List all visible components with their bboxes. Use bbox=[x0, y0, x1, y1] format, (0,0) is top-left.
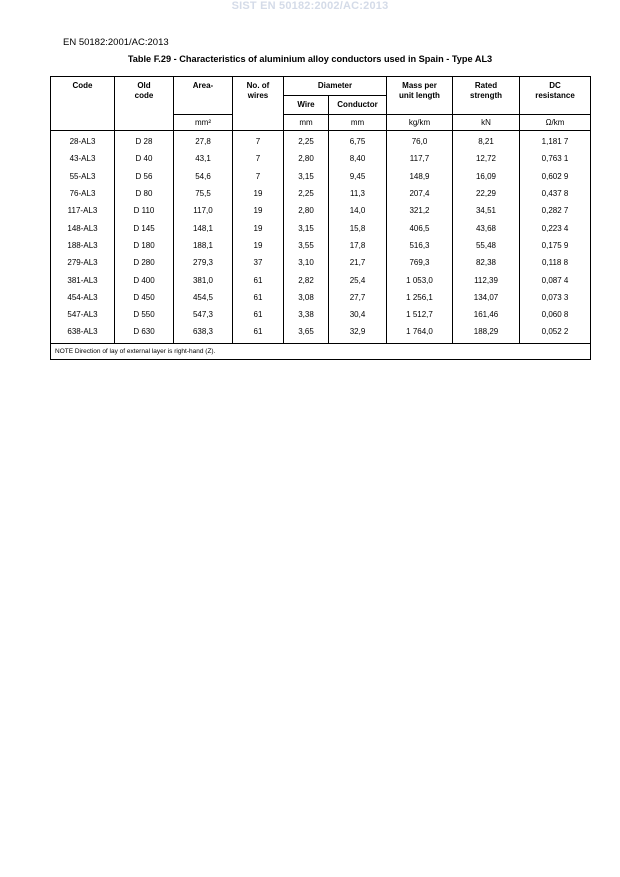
cell-old-code: D 550 bbox=[115, 306, 174, 323]
cell-wires: 7 bbox=[233, 168, 284, 185]
unit-mass: kg/km bbox=[387, 115, 453, 131]
watermark: SIST EN 50182:2002/AC:2013 bbox=[231, 0, 389, 12]
cell-strength: 16,09 bbox=[453, 168, 520, 185]
cell-conductor-diameter: 14,0 bbox=[329, 202, 387, 219]
cell-strength: 82,38 bbox=[453, 254, 520, 271]
cell-dc-resistance: 0,437 8 bbox=[520, 185, 591, 202]
cell-dc-resistance: 0,282 7 bbox=[520, 202, 591, 219]
cell-code: 76-AL3 bbox=[51, 185, 115, 202]
header-conductor: Conductor bbox=[329, 96, 387, 115]
cell-old-code: D 80 bbox=[115, 185, 174, 202]
table-row bbox=[51, 306, 591, 323]
cell-area: 27,8 bbox=[174, 131, 233, 151]
cell-wire-diameter: 3,55 bbox=[284, 237, 329, 254]
cell-area: 547,3 bbox=[174, 306, 233, 323]
cell-area: 188,1 bbox=[174, 237, 233, 254]
cell-wire-diameter: 2,82 bbox=[284, 271, 329, 288]
document-reference: EN 50182:2001/AC:2013 bbox=[63, 37, 169, 48]
cell-conductor-diameter: 8,40 bbox=[329, 150, 387, 167]
cell-strength: 112,39 bbox=[453, 271, 520, 288]
cell-conductor-diameter: 25,4 bbox=[329, 271, 387, 288]
cell-mass: 769,3 bbox=[387, 254, 453, 271]
cell-wires: 19 bbox=[233, 237, 284, 254]
cell-wires: 19 bbox=[233, 202, 284, 219]
cell-mass: 516,3 bbox=[387, 237, 453, 254]
cell-old-code: D 40 bbox=[115, 150, 174, 167]
cell-old-code: D 400 bbox=[115, 271, 174, 288]
cell-dc-resistance: 0,602 9 bbox=[520, 168, 591, 185]
cell-wire-diameter: 2,25 bbox=[284, 131, 329, 151]
header-wires: No. of wires bbox=[233, 77, 284, 115]
cell-area: 54,6 bbox=[174, 168, 233, 185]
cell-code: 188-AL3 bbox=[51, 237, 115, 254]
table-body bbox=[51, 131, 591, 344]
table-row bbox=[51, 219, 591, 236]
cell-old-code: D 180 bbox=[115, 237, 174, 254]
cell-old-code: D 280 bbox=[115, 254, 174, 271]
cell-strength: 12,72 bbox=[453, 150, 520, 167]
cell-conductor-diameter: 17,8 bbox=[329, 237, 387, 254]
header-dc-resistance: DC resistance bbox=[520, 77, 591, 115]
cell-code: 638-AL3 bbox=[51, 323, 115, 343]
table-row bbox=[51, 202, 591, 219]
cell-area: 381,0 bbox=[174, 271, 233, 288]
table-row bbox=[51, 185, 591, 202]
cell-wires: 7 bbox=[233, 131, 284, 151]
cell-dc-resistance: 0,087 4 bbox=[520, 271, 591, 288]
cell-wire-diameter: 3,38 bbox=[284, 306, 329, 323]
table-row bbox=[51, 271, 591, 288]
unit-old-code bbox=[115, 115, 174, 131]
table-row bbox=[51, 289, 591, 306]
cell-wire-diameter: 2,80 bbox=[284, 150, 329, 167]
header-area: Area- bbox=[174, 77, 233, 115]
cell-strength: 34,51 bbox=[453, 202, 520, 219]
cell-mass: 117,7 bbox=[387, 150, 453, 167]
cell-old-code: D 56 bbox=[115, 168, 174, 185]
header-mass: Mass per unit length bbox=[387, 77, 453, 115]
cell-dc-resistance: 0,763 1 bbox=[520, 150, 591, 167]
header-strength: Rated strength bbox=[453, 77, 520, 115]
cell-old-code: D 110 bbox=[115, 202, 174, 219]
cell-wires: 19 bbox=[233, 219, 284, 236]
cell-area: 117,0 bbox=[174, 202, 233, 219]
cell-strength: 22,29 bbox=[453, 185, 520, 202]
cell-conductor-diameter: 6,75 bbox=[329, 131, 387, 151]
cell-old-code: D 630 bbox=[115, 323, 174, 343]
cell-dc-resistance: 0,175 9 bbox=[520, 237, 591, 254]
header-code: Code bbox=[51, 77, 115, 115]
cell-area: 43,1 bbox=[174, 150, 233, 167]
cell-wire-diameter: 3,08 bbox=[284, 289, 329, 306]
cell-mass: 1 512,7 bbox=[387, 306, 453, 323]
cell-area: 454,5 bbox=[174, 289, 233, 306]
cell-code: 279-AL3 bbox=[51, 254, 115, 271]
unit-dc: Ω/km bbox=[520, 115, 591, 131]
cell-wires: 61 bbox=[233, 306, 284, 323]
cell-conductor-diameter: 21,7 bbox=[329, 254, 387, 271]
cell-wire-diameter: 3,15 bbox=[284, 168, 329, 185]
unit-wire: mm bbox=[284, 115, 329, 131]
cell-code: 547-AL3 bbox=[51, 306, 115, 323]
cell-dc-resistance: 0,118 8 bbox=[520, 254, 591, 271]
cell-strength: 55,48 bbox=[453, 237, 520, 254]
unit-strength: kN bbox=[453, 115, 520, 131]
cell-conductor-diameter: 9,45 bbox=[329, 168, 387, 185]
cell-strength: 134,07 bbox=[453, 289, 520, 306]
cell-code: 117-AL3 bbox=[51, 202, 115, 219]
cell-old-code: D 28 bbox=[115, 131, 174, 151]
unit-wires bbox=[233, 115, 284, 131]
cell-wires: 61 bbox=[233, 323, 284, 343]
cell-area: 148,1 bbox=[174, 219, 233, 236]
cell-mass: 76,0 bbox=[387, 131, 453, 151]
cell-dc-resistance: 0,060 8 bbox=[520, 306, 591, 323]
cell-strength: 8,21 bbox=[453, 131, 520, 151]
cell-code: 55-AL3 bbox=[51, 168, 115, 185]
cell-wire-diameter: 2,25 bbox=[284, 185, 329, 202]
table-row bbox=[51, 323, 591, 343]
cell-conductor-diameter: 27,7 bbox=[329, 289, 387, 306]
cell-dc-resistance: 0,073 3 bbox=[520, 289, 591, 306]
cell-code: 28-AL3 bbox=[51, 131, 115, 151]
cell-conductor-diameter: 32,9 bbox=[329, 323, 387, 343]
cell-wires: 37 bbox=[233, 254, 284, 271]
cell-mass: 406,5 bbox=[387, 219, 453, 236]
cell-wires: 61 bbox=[233, 289, 284, 306]
cell-strength: 43,68 bbox=[453, 219, 520, 236]
cell-code: 381-AL3 bbox=[51, 271, 115, 288]
cell-dc-resistance: 1,181 7 bbox=[520, 131, 591, 151]
cell-mass: 1 256,1 bbox=[387, 289, 453, 306]
cell-wire-diameter: 3,15 bbox=[284, 219, 329, 236]
header-wire: Wire bbox=[284, 96, 329, 115]
cell-area: 75,5 bbox=[174, 185, 233, 202]
cell-mass: 148,9 bbox=[387, 168, 453, 185]
cell-conductor-diameter: 15,8 bbox=[329, 219, 387, 236]
cell-code: 454-AL3 bbox=[51, 289, 115, 306]
unit-area: mm² bbox=[174, 115, 233, 131]
table-row bbox=[51, 131, 591, 151]
cell-dc-resistance: 0,052 2 bbox=[520, 323, 591, 343]
cell-strength: 161,46 bbox=[453, 306, 520, 323]
cell-mass: 207,4 bbox=[387, 185, 453, 202]
cell-old-code: D 450 bbox=[115, 289, 174, 306]
table-row bbox=[51, 150, 591, 167]
cell-wires: 61 bbox=[233, 271, 284, 288]
unit-code bbox=[51, 115, 115, 131]
table-row bbox=[51, 168, 591, 185]
cell-old-code: D 145 bbox=[115, 219, 174, 236]
table-note: NOTE Direction of lay of external layer is right-hand (Z). bbox=[51, 343, 591, 359]
unit-conductor: mm bbox=[329, 115, 387, 131]
cell-wire-diameter: 3,10 bbox=[284, 254, 329, 271]
cell-conductor-diameter: 11,3 bbox=[329, 185, 387, 202]
cell-mass: 321,2 bbox=[387, 202, 453, 219]
cell-area: 279,3 bbox=[174, 254, 233, 271]
cell-wire-diameter: 3,65 bbox=[284, 323, 329, 343]
cell-mass: 1 764,0 bbox=[387, 323, 453, 343]
table-title: Table F.29 - Characteristics of aluminium alloy conductors used in Spain - Type AL3 bbox=[127, 54, 493, 64]
table-row bbox=[51, 254, 591, 271]
conductor-table bbox=[50, 76, 591, 360]
table-row bbox=[51, 237, 591, 254]
cell-wire-diameter: 2,80 bbox=[284, 202, 329, 219]
header-old-code: Old code bbox=[115, 77, 174, 115]
cell-code: 148-AL3 bbox=[51, 219, 115, 236]
cell-strength: 188,29 bbox=[453, 323, 520, 343]
cell-dc-resistance: 0,223 4 bbox=[520, 219, 591, 236]
cell-conductor-diameter: 30,4 bbox=[329, 306, 387, 323]
cell-mass: 1 053,0 bbox=[387, 271, 453, 288]
cell-area: 638,3 bbox=[174, 323, 233, 343]
cell-wires: 19 bbox=[233, 185, 284, 202]
cell-wires: 7 bbox=[233, 150, 284, 167]
header-diameter: Diameter bbox=[284, 77, 387, 96]
cell-code: 43-AL3 bbox=[51, 150, 115, 167]
